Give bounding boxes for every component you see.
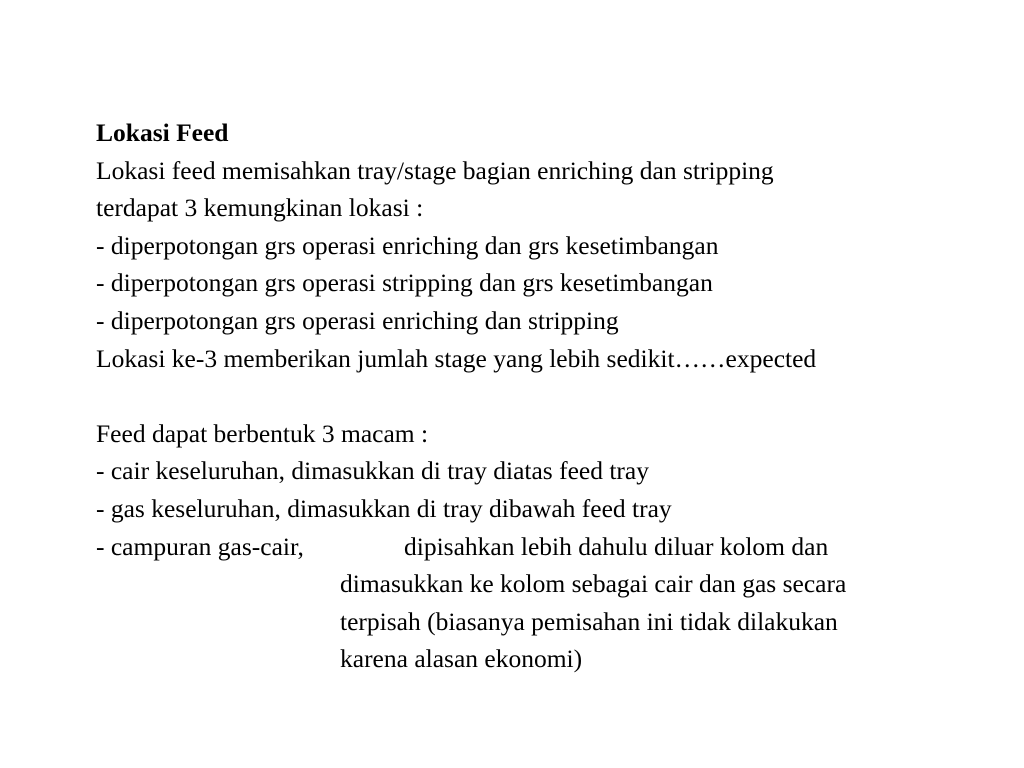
feed-location-option: - diperpotongan grs operasi enriching dan grs kesetimbangan bbox=[96, 230, 719, 260]
slide-content bbox=[96, 114, 1006, 678]
feed-location-lead: terdapat 3 kemungkinan lokasi : bbox=[96, 193, 424, 223]
feed-location-conclusion: Lokasi ke-3 memberikan jumlah stage yang lebih sedikit……expected bbox=[96, 343, 817, 373]
feed-form-mixed-description: dimasukkan ke kolom sebagai cair dan gas secara bbox=[340, 569, 847, 599]
feed-location-intro: Lokasi feed memisahkan tray/stage bagian enriching dan stripping bbox=[96, 155, 774, 185]
paragraph-spacer bbox=[96, 377, 1006, 415]
feed-form-option: - cair keseluruhan, dimasukkan di tray diatas feed tray bbox=[96, 456, 649, 486]
feed-location-option: - diperpotongan grs operasi stripping dan grs kesetimbangan bbox=[96, 268, 713, 298]
slide-title: Lokasi Feed bbox=[96, 118, 229, 147]
feed-form-mixed-description: terpisah (biasanya pemisahan ini tidak dilakukan bbox=[340, 606, 838, 636]
feed-form-option: - gas keseluruhan, dimasukkan di tray dibawah feed tray bbox=[96, 493, 672, 523]
feed-form-mixed-label: - campuran gas-cair, bbox=[96, 531, 304, 561]
feed-form-mixed-description: karena alasan ekonomi) bbox=[340, 644, 583, 674]
feed-location-option: - diperpotongan grs operasi enriching dan stripping bbox=[96, 305, 619, 335]
feed-form-lead: Feed dapat berbentuk 3 macam : bbox=[96, 418, 429, 448]
feed-form-mixed bbox=[96, 528, 1006, 566]
feed-form-mixed-description: dipisahkan lebih dahulu diluar kolom dan bbox=[404, 531, 829, 561]
